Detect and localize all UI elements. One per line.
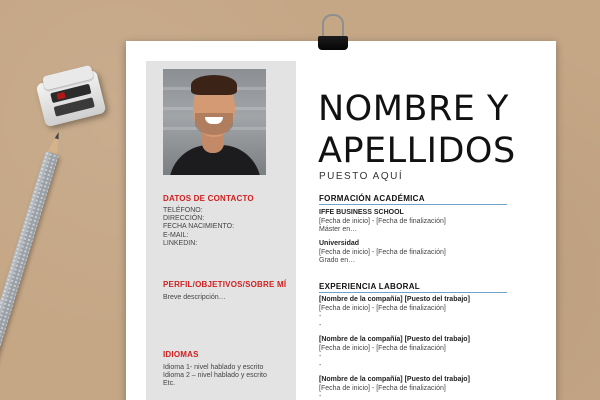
education-divider: [319, 204, 507, 205]
experience-bullet: -: [319, 393, 322, 400]
profile-photo: [163, 69, 266, 175]
experience-heading: EXPERIENCIA LABORAL: [319, 282, 420, 291]
languages-list: [163, 364, 267, 389]
binder-clip-image: [318, 14, 348, 52]
education-school: Universidad: [319, 240, 360, 247]
experience-bullet: -: [319, 321, 322, 329]
experience-entry: [319, 296, 470, 330]
experience-bullet: -: [319, 353, 322, 361]
experience-bullet: -: [319, 361, 322, 369]
job-title: PUESTO AQUÍ: [319, 171, 404, 182]
experience-bullet: -: [319, 313, 322, 321]
education-degree: Máster en…: [319, 226, 358, 234]
contact-linkedin-label: LINKEDIN:: [163, 239, 198, 247]
binder-clip-body: [318, 36, 348, 50]
experience-dates: [Fecha de inicio] - [Fecha de finalización]: [319, 384, 446, 392]
contact-email-label: E-MAIL:: [163, 231, 189, 239]
education-dates: [Fecha de inicio] - [Fecha de finalización]: [319, 217, 446, 225]
experience-entry: [319, 336, 470, 370]
contact-birthdate-label: FECHA NACIMIENTO:: [163, 223, 235, 231]
education-heading: FORMACIÓN ACADÉMICA: [319, 194, 425, 203]
experience-title: [Nombre de la compañía] [Puesto del trabajo]: [319, 336, 470, 343]
experience-entry: [319, 376, 470, 400]
contact-address-label: DIRECCIÓN:: [163, 215, 205, 223]
profile-text: Breve descripción…: [163, 294, 226, 301]
education-entry: [319, 240, 446, 266]
education-school: IFFE BUSINESS SCHOOL: [319, 209, 404, 216]
experience-title: [Nombre de la compañía] [Puesto del trabajo]: [319, 376, 470, 383]
language-item: Idioma 1- nivel hablado y escrito: [163, 364, 264, 371]
photo-hair: [191, 75, 237, 95]
languages-heading: IDIOMAS: [163, 350, 199, 359]
name-line-2: APELLIDOS: [318, 131, 516, 171]
experience-divider: [319, 292, 507, 293]
language-item: Idioma 2 – nivel hablado y escrito: [163, 372, 267, 380]
education-entry: [319, 209, 446, 235]
contact-list: [163, 207, 234, 248]
experience-dates: [Fecha de inicio] - [Fecha de finalización]: [319, 344, 446, 352]
contact-phone-label: TELÉFONO:: [163, 207, 203, 214]
language-item: Etc.: [163, 380, 176, 388]
experience-dates: [Fecha de inicio] - [Fecha de finalización]: [319, 304, 446, 312]
education-dates: [Fecha de inicio] - [Fecha de finalización]: [319, 248, 446, 256]
education-degree: Grado en…: [319, 257, 356, 265]
contact-heading: DATOS DE CONTACTO: [163, 194, 254, 203]
resume-name: [318, 88, 516, 172]
experience-title: [Nombre de la compañía] [Puesto del trabajo]: [319, 296, 470, 303]
profile-heading: PERFIL/OBJETIVOS/SOBRE MÍ: [163, 280, 287, 289]
name-line-1: NOMBRE Y: [318, 89, 509, 129]
